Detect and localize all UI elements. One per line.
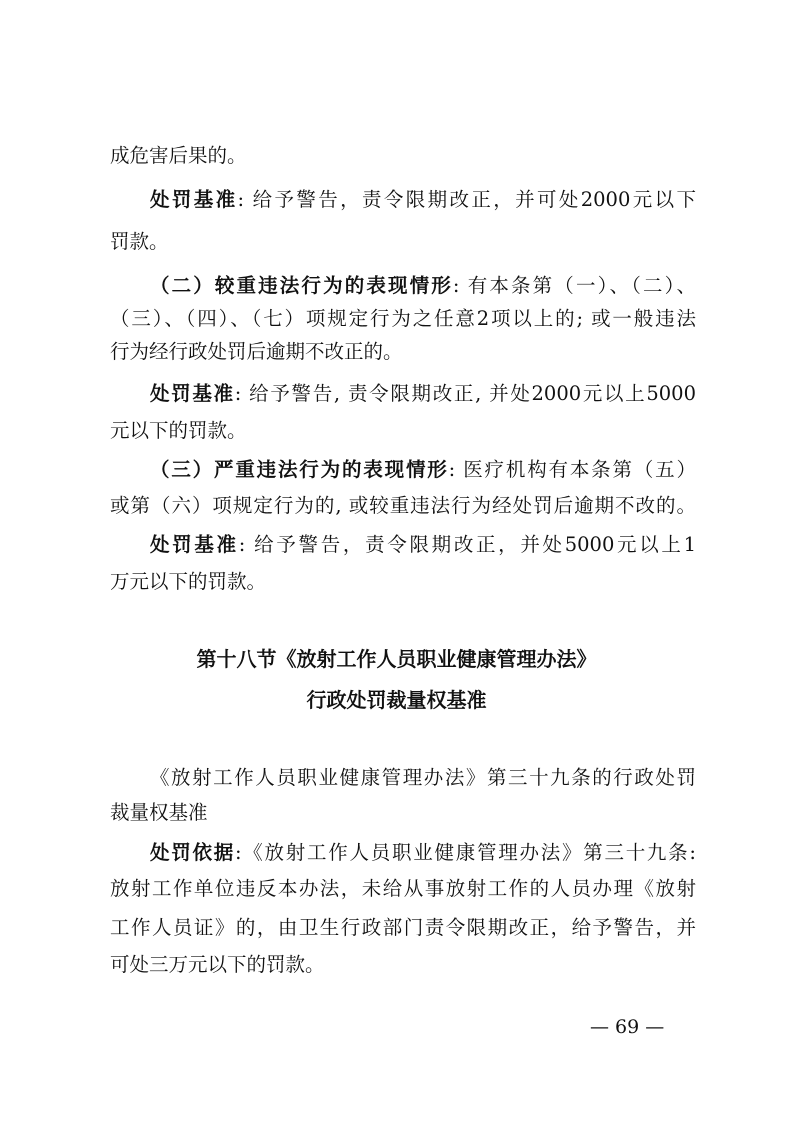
paragraph-penalty-standard-2: 处罚基准: 给予警告, 责令限期改正, 并处2000元以上5000 bbox=[150, 382, 696, 405]
text-line: 或第（六）项规定行为的, 或较重违法行为经处罚后逾期不改的。 bbox=[110, 494, 696, 517]
section-subheading: 行政处罚裁量权基准 bbox=[306, 688, 487, 712]
bold-label: 处罚基准 bbox=[150, 533, 239, 556]
bold-label: （三）严重违法行为的表现情形 bbox=[150, 458, 449, 481]
page-number: — 69 — bbox=[590, 1016, 665, 1038]
bold-label: 处罚依据 bbox=[150, 841, 235, 864]
section-heading: 第十八节《放射工作人员职业健康管理办法》 bbox=[196, 647, 597, 671]
text-line: 成危害后果的。 bbox=[110, 144, 247, 167]
bold-label: 处罚基准 bbox=[150, 382, 235, 405]
text-line: 放射工作单位违反本办法，未给从事放射工作的人员办理《放射 bbox=[110, 877, 696, 900]
text-line: 行为经行政处罚后逾期不改正的。 bbox=[110, 340, 403, 363]
text-line: 万元以下的罚款。 bbox=[110, 570, 267, 593]
paragraph-serious-violation: （二）较重违法行为的表现情形: 有本条第（一）、（二）、 bbox=[150, 274, 696, 297]
bold-label: （二）较重违法行为的表现情形 bbox=[150, 274, 453, 297]
paragraph-article-title: 《放射工作人员职业健康管理办法》第三十九条的行政处罚 bbox=[150, 766, 696, 789]
text-line: 可处三万元以下的罚款。 bbox=[110, 953, 325, 976]
text-line: 工作人员证》的，由卫生行政部门责令限期改正，给予警告，并 bbox=[110, 916, 696, 939]
text-line: 罚款。 bbox=[110, 230, 169, 253]
paragraph-severe-violation: （三）严重违法行为的表现情形: 医疗机构有本条第（五） bbox=[150, 458, 696, 481]
text-line: （三）、（四）、（七）项规定行为之任意2项以上的; 或一般违法 bbox=[110, 307, 696, 330]
text-line: 裁量权基准 bbox=[110, 801, 208, 824]
text-line: 元以下的罚款。 bbox=[110, 419, 247, 442]
paragraph-penalty-standard-1: 处罚基准: 给予警告，责令限期改正，并可处2000元以下 bbox=[150, 188, 696, 211]
paragraph-penalty-basis: 处罚依据:《放射工作人员职业健康管理办法》第三十九条: bbox=[150, 841, 696, 864]
bold-label: 处罚基准 bbox=[150, 188, 238, 211]
paragraph-penalty-standard-3: 处罚基准: 给予警告，责令限期改正，并处5000元以上1 bbox=[150, 533, 696, 556]
